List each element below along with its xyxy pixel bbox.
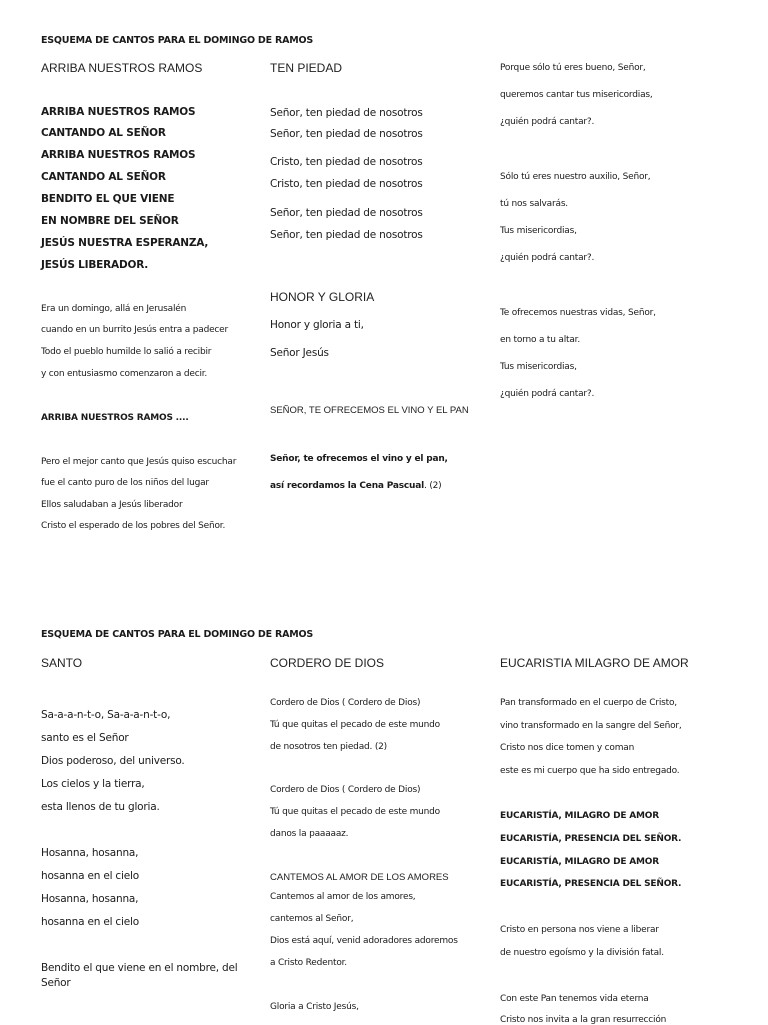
chorus-line: EUCARISTÍA, MILAGRO DE AMOR (500, 811, 659, 821)
chorus-line: CANTANDO AL SEÑOR (41, 171, 166, 183)
verse-line: ¿quién podrá cantar?. (500, 253, 595, 263)
chorus-reference: ARRIBA NUESTROS RAMOS .... (41, 413, 189, 423)
verse-line: Te ofrecemos nuestras vidas, Señor, (500, 308, 656, 318)
chorus-line: CANTANDO AL SEÑOR (41, 127, 166, 139)
cordero-line: de nosotros ten piedad. (2) (270, 742, 387, 752)
verse-line: Cristo el esperado de los pobres del Señor. (41, 521, 226, 531)
verse-line: ¿quién podrá cantar?. (500, 389, 595, 399)
cantemos-line: cantemos al Señor, (270, 914, 354, 924)
verse-line: Pan transformado en el cuerpo de Cristo, (500, 698, 677, 708)
cantemos-line: Gloria a Cristo Jesús, (270, 1002, 359, 1012)
kyrie-line: Cristo, ten piedad de nosotros (270, 178, 423, 190)
chorus-line: EUCARISTÍA, PRESENCIA DEL SEÑOR. (500, 834, 682, 844)
verse-line: Porque sólo tú eres bueno, Señor, (500, 63, 646, 73)
cordero-line: Cordero de Dios ( Cordero de Dios) (270, 698, 421, 708)
cordero-line: Tú que quitas el pecado de este mundo (270, 807, 440, 817)
verse-line: Con este Pan tenemos vida eterna (500, 994, 649, 1004)
offer-line-text: así recordamos la Cena Pascual (270, 481, 425, 491)
santo-line: Hosanna, hosanna, (41, 847, 139, 859)
song-heading: EUCARISTIA MILAGRO DE AMOR (500, 656, 689, 670)
santo-line: hosanna en el cielo (41, 870, 139, 882)
chorus-line: ARRIBA NUESTROS RAMOS (41, 149, 196, 161)
verse-line: tú nos salvarás. (500, 199, 568, 209)
song-heading: SEÑOR, TE OFRECEMOS EL VINO Y EL PAN (270, 405, 469, 416)
verse-line: cuando en un burrito Jesús entra a padecer (41, 325, 228, 335)
verse-line: en torno a tu altar. (500, 335, 581, 345)
cantemos-line: Dios está aquí, venid adoradores adoremos (270, 936, 458, 946)
verse-line: Cristo nos dice tomen y coman (500, 743, 635, 753)
chorus-line: BENDITO EL QUE VIENE (41, 193, 175, 205)
chorus-line: JESÚS NUESTRA ESPERANZA, (41, 237, 209, 249)
cordero-line: Cordero de Dios ( Cordero de Dios) (270, 785, 421, 795)
santo-line: santo es el Señor (41, 732, 129, 744)
santo-line: esta llenos de tu gloria. (41, 801, 160, 813)
page-title: ESQUEMA DE CANTOS PARA EL DOMINGO DE RAMOS (41, 629, 314, 640)
verse-line: Era un domingo, allá en Jerusalén (41, 304, 187, 314)
verse-line: Tus misericordias, (500, 362, 577, 372)
santo-line: Dios poderoso, del universo. (41, 755, 185, 767)
kyrie-line: Señor, ten piedad de nosotros (270, 107, 423, 119)
song-heading: CANTEMOS AL AMOR DE LOS AMORES (270, 872, 449, 883)
offer-line (270, 481, 442, 491)
songbook-page-2 (0, 594, 768, 1024)
chorus-line: ARRIBA NUESTROS RAMOS (41, 106, 196, 118)
gloria-line: Honor y gloria a ti, (270, 319, 364, 331)
verse-line: y con entusiasmo comenzaron a decir. (41, 369, 208, 379)
verse-line: vino transformado en la sangre del Señor, (500, 721, 682, 731)
verse-line: Cristo nos invita a la gran resurrección (500, 1015, 667, 1025)
song-heading: SANTO (41, 656, 83, 670)
verse-line: Pero el mejor canto que Jesús quiso escuchar (41, 457, 237, 467)
gloria-line: Señor Jesús (270, 347, 329, 359)
chorus-line: EUCARISTÍA, MILAGRO DE AMOR (500, 857, 659, 867)
verse-line: Todo el pueblo humilde lo salió a recibir (41, 347, 212, 357)
santo-line: Los cielos y la tierra, (41, 778, 145, 790)
verse-line: de nuestro egoísmo y la división fatal. (500, 948, 664, 958)
verse-line: fue el canto puro de los niños del lugar (41, 478, 209, 488)
chorus-line: EUCARISTÍA, PRESENCIA DEL SEÑOR. (500, 879, 682, 889)
chorus-line: EN NOMBRE DEL SEÑOR (41, 215, 179, 227)
verse-line: Sólo tú eres nuestro auxilio, Señor, (500, 172, 651, 182)
kyrie-line: Señor, ten piedad de nosotros (270, 207, 423, 219)
cordero-line: Tú que quitas el pecado de este mundo (270, 720, 440, 730)
page-title: ESQUEMA DE CANTOS PARA EL DOMINGO DE RAMOS (41, 35, 314, 46)
kyrie-line: Cristo, ten piedad de nosotros (270, 156, 423, 168)
verse-line: Tus misericordias, (500, 226, 577, 236)
santo-line: Sa-a-a-n-t-o, Sa-a-a-n-t-o, (41, 709, 171, 721)
offer-line-suffix: . (2) (424, 481, 442, 491)
song-heading: HONOR Y GLORIA (270, 290, 375, 304)
verse-line: este es mi cuerpo que ha sido entregado. (500, 766, 680, 776)
song-heading: ARRIBA NUESTROS RAMOS (41, 61, 203, 75)
song-heading: TEN PIEDAD (270, 61, 343, 75)
kyrie-line: Señor, ten piedad de nosotros (270, 128, 423, 140)
cordero-line: danos la paaaaaz. (270, 829, 349, 839)
kyrie-line: Señor, ten piedad de nosotros (270, 229, 423, 241)
song-heading: CORDERO DE DIOS (270, 656, 385, 670)
verse-line: Cristo en persona nos viene a liberar (500, 925, 659, 935)
santo-line: hosanna en el cielo (41, 916, 139, 928)
bendito-line: Bendito el que viene en el nombre, del Señor (41, 962, 238, 989)
verse-line: queremos cantar tus misericordias, (500, 90, 653, 100)
verse-line: ¿quién podrá cantar?. (500, 117, 595, 127)
verse-line: Ellos saludaban a Jesús liberador (41, 500, 183, 510)
offer-line: Señor, te ofrecemos el vino y el pan, (270, 454, 448, 464)
chorus-line: JESÚS LIBERADOR. (41, 259, 149, 271)
santo-line: Hosanna, hosanna, (41, 893, 139, 905)
cantemos-line: a Cristo Redentor. (270, 958, 347, 968)
cantemos-line: Cantemos al amor de los amores, (270, 892, 416, 902)
